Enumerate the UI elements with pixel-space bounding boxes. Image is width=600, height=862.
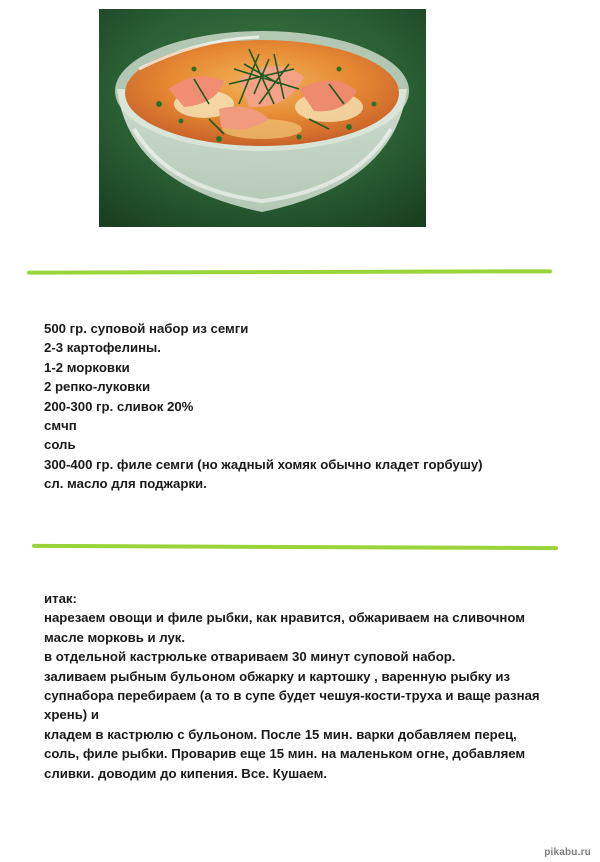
step-line: соль, филе рыбки. Проварив еще 15 мин. на маленьком огне, добавляем bbox=[44, 746, 526, 762]
divider-top bbox=[27, 269, 552, 274]
step-line: итак: bbox=[44, 591, 77, 606]
ingredient-item: смчп bbox=[44, 418, 77, 434]
divider-bottom bbox=[32, 544, 558, 550]
soup-bowl-icon bbox=[99, 9, 426, 227]
step-line: нарезаем овощи и филе рыбки, как нравится, обжариваем на сливочном bbox=[44, 610, 526, 626]
step-line: сливки. доводим до кипения. Все. Кушаем. bbox=[44, 765, 328, 781]
recipe-steps bbox=[44, 589, 564, 783]
ingredient-item: 1-2 морковки bbox=[44, 359, 130, 375]
step-line: в отдельной кастрюльке отвариваем 30 минут суповой набор. bbox=[44, 649, 456, 665]
ingredient-item: 500 гр. суповой набор из семги bbox=[44, 321, 249, 336]
step-line: масле морковь и лук. bbox=[44, 629, 186, 645]
ingredient-item: сл. масло для поджарки. bbox=[44, 476, 207, 492]
soup-bowl-photo bbox=[99, 9, 426, 227]
ingredient-item: 200-300 гр. сливок 20% bbox=[44, 398, 194, 414]
step-line: супнабора перебираем (а то в супе будет чешуя-кости-труха и ваще разная bbox=[44, 688, 540, 704]
step-line: кладем в кастрюлю с бульоном. После 15 мин. варки добавляем перец, bbox=[44, 726, 517, 742]
ingredient-item: 300-400 гр. филе семги (но жадный хомяк обычно кладет горбушу) bbox=[44, 456, 483, 472]
step-line: заливаем рыбным бульоном обжарку и картошку , варенную рыбку из bbox=[44, 668, 511, 684]
ingredient-item: 2 репко-луковки bbox=[44, 379, 151, 395]
ingredient-item: 2-3 картофелины. bbox=[44, 340, 161, 356]
ingredient-item: соль bbox=[44, 437, 76, 453]
ingredients-list bbox=[44, 319, 483, 494]
step-line: хрень) и bbox=[44, 707, 99, 723]
pikabu-watermark: pikabu.ru bbox=[544, 847, 591, 858]
